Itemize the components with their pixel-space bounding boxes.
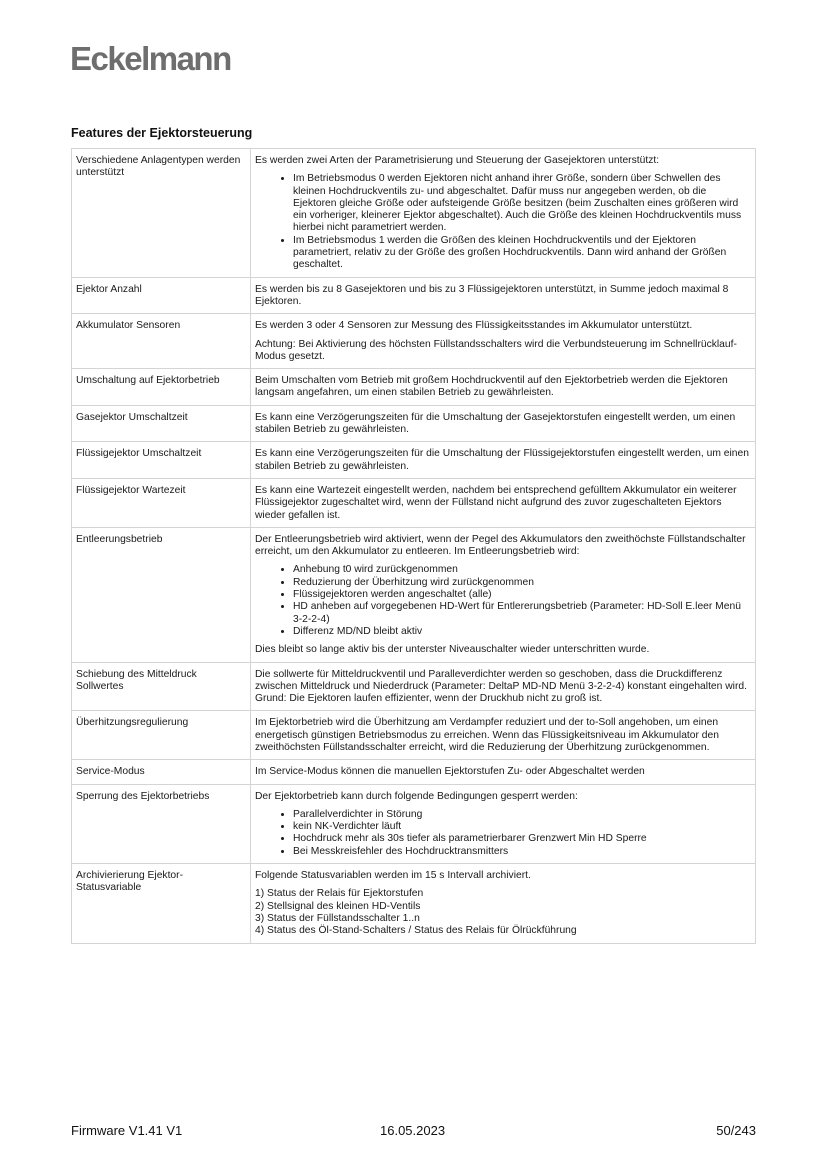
feature-description [251, 864, 756, 943]
bullet-item: • Differenz MD/ND bleibt aktiv [293, 626, 751, 638]
feature-label: Entleerungsbetrieb [72, 527, 251, 662]
feature-description [251, 149, 756, 278]
description-text: Folgende Statusvariablen werden im 15 s Intervall archiviert. [255, 870, 531, 882]
table-row [72, 149, 756, 278]
table-row [72, 369, 756, 406]
footer-date: 16.05.2023 [380, 1123, 446, 1138]
table-row [72, 442, 756, 479]
footer-page-number: 50/243 [716, 1123, 756, 1138]
feature-label: Archivierierung Ejektor-Statusvariable [72, 864, 251, 943]
feature-label: Service-Modus [72, 760, 251, 784]
table-row [72, 662, 756, 711]
feature-label: Sperrung des Ejektorbetriebs [72, 784, 251, 863]
bullet-item: • kein NK-Verdichter läuft [293, 821, 751, 833]
description-text: Es kann eine Wartezeit eingestellt werden, nachdem bei entsprechend gefülltem Akkumulator ein weiterer Flüssigejektor zugeschaltet wird, wenn der Füllstand nicht aufgrund des zuvor zugeschalteten Ejektors wieder gefallen ist. [255, 484, 737, 521]
bullet-list [255, 809, 751, 858]
bullet-item: • Im Betriebsmodus 1 werden die Größen des kleinen Hochdruckventils und der Ejektoren parametriert, relativ zu der Größe des großen Hochdruckventils. Dann wird anhand der Größen geschaltet. [293, 235, 751, 272]
feature-description [251, 760, 756, 784]
feature-description [251, 662, 756, 711]
table-row [72, 784, 756, 863]
bullet-item: • Parallelverdichter in Störung [293, 809, 751, 821]
feature-description [251, 442, 756, 479]
bullet-list [255, 564, 751, 638]
description-text: Es kann eine Verzögerungszeiten für die Umschaltung der Gasejektorstufen eingestellt werden, um einen stabilen Betrieb zu gewährleisten. [255, 411, 736, 436]
description-text: Es werden 3 oder 4 Sensoren zur Messung des Flüssigkeitsstandes im Akkumulator unterstützt. [255, 320, 693, 332]
feature-label: Flüssigejektor Wartezeit [72, 478, 251, 527]
feature-description [251, 369, 756, 406]
description-note: Achtung: Bei Aktivierung des höchsten Füllstandsschalters wird die Verbundsteuerung im Schnellrücklauf-Modus gesetzt. [255, 338, 737, 362]
feature-label: Umschaltung auf Ejektorbetrieb [72, 369, 251, 406]
feature-description [251, 711, 756, 760]
bullet-item: • Reduzierung der Überhitzung wird zurückgenommen [293, 577, 751, 589]
status-line: 3) Status der Füllstandsschalter 1..n [255, 912, 420, 924]
description-text: Im Service-Modus können die manuellen Ejektorstufen Zu- oder Abgeschaltet werden [255, 766, 645, 778]
table-row [72, 478, 756, 527]
feature-description [251, 277, 756, 314]
bullet-item: • Flüssigejektoren werden angeschaltet (alle) [293, 589, 751, 601]
description-note: Dies bleibt so lange aktiv bis der unterster Niveauschalter wieder unterschritten wurde. [255, 644, 650, 656]
description-text: Es werden zwei Arten der Parametrisierung und Steuerung der Gasejektoren unterstützt: [255, 155, 660, 166]
bullet-item: • Hochdruck mehr als 30s tiefer als parametrierbarer Grenzwert Min HD Sperre [293, 833, 751, 845]
table-row [72, 864, 756, 943]
feature-description [251, 405, 756, 442]
feature-label: Gasejektor Umschaltzeit [72, 405, 251, 442]
table-row [72, 527, 756, 662]
feature-label: Akkumulator Sensoren [72, 314, 251, 369]
table-row [72, 711, 756, 760]
table-row [72, 760, 756, 784]
feature-label: Verschiedene Anlagentypen werden unterstützt [72, 149, 251, 278]
description-text: Es werden bis zu 8 Gasejektoren und bis zu 3 Flüssigejektoren unterstützt, in Summe jedoch maximal 8 Ejektoren. [255, 283, 729, 307]
feature-description [251, 527, 756, 662]
feature-label: Überhitzungsregulierung [72, 711, 251, 760]
feature-description [251, 784, 756, 863]
table-row [72, 277, 756, 314]
description-text: Beim Umschalten vom Betrieb mit großem Hochdruckventil auf den Ejektorbetrieb werden die Ejektoren langsam angefahren, um einen stabilen Betrieb zu gewährleisten. [255, 375, 728, 399]
bullet-item: • HD anheben auf vorgegebenen HD-Wert für Entlererungsbetrieb (Parameter: HD-Soll E.leer Menü 3-2-2-4) [293, 601, 751, 626]
feature-label: Ejektor Anzahl [72, 277, 251, 314]
status-line: 4) Status des Öl-Stand-Schalters / Status des Relais für Ölrückführung [255, 925, 577, 937]
table-row [72, 405, 756, 442]
bullet-item: • Anhebung t0 wird zurückgenommen [293, 564, 751, 576]
description-text: Im Ejektorbetrieb wird die Überhitzung am Verdampfer reduziert und der to-Soll angehoben, um einen energetisch günstigen Betriebsmodus zu erreichen. Wenn das Flüssigkeitsniveau im Akkumulator den zweithöchsten Füllstandsschalter erreicht, wird die Reduzierung der Überhitzung zurückgenommen. [255, 717, 719, 753]
bullet-item: • Bei Messkreisfehler des Hochdrucktransmitters [293, 846, 751, 858]
feature-label: Schiebung des Mitteldruck Sollwertes [72, 662, 251, 711]
feature-label: Flüssigejektor Umschaltzeit [72, 442, 251, 479]
bullet-list [255, 173, 751, 271]
features-table [71, 148, 756, 944]
status-line: 1) Status der Relais für Ejektorstufen [255, 888, 424, 900]
description-text: Es kann eine Verzögerungszeiten für die Umschaltung der Flüssigejektorstufen eingestellt werden, um einen stabilen Betrieb zu gewährleisten. [255, 448, 749, 472]
footer-firmware: Firmware V1.41 V1 [71, 1123, 183, 1138]
section-title: Features der Ejektorsteuerung [71, 126, 253, 140]
feature-description [251, 478, 756, 527]
table-row [72, 314, 756, 369]
company-logo: Eckelmann [70, 40, 231, 77]
feature-description [251, 314, 756, 369]
description-text: Der Entleerungsbetrieb wird aktiviert, wenn der Pegel des Akkumulators den zweithöchste Füllstandschalter erreicht, um den Akkumulator zu entleeren. Im Entleerungsbetrieb wird: [255, 533, 746, 558]
description-text: Die sollwerte für Mitteldruckventil und Paralleverdichter werden so geschoben, dass die Druckdifferenz zwischen Mitteldruck und Niederdruck (Parameter: DeltaP MD-ND Menü 3-2-2-4) konstant eingehalten wird. Grund: Die Ejektoren laufen effizienter, wenn der Druckhub nicht zu groß ist. [255, 668, 747, 705]
bullet-item: • Im Betriebsmodus 0 werden Ejektoren nicht anhand ihrer Größe, sondern über Schwellen des kleinen Hochdruckventils zu- und abgeschaltet. Dafür muss nur angegeben werden, ob die Ejektoren gleiche Größe oder aufsteigende Größe besitzen (beim Zuschalten eines größeren wird ein vorheriger, kleinerer Ejektor abgeschaltet). Auch die Größe des kleinen Hochdruckventils muss hierbei nicht parametriert werden. [293, 173, 751, 234]
description-text: Der Ejektorbetrieb kann durch folgende Bedingungen gesperrt werden: [255, 790, 578, 802]
status-line: 2) Stellsignal des kleinen HD-Ventils [255, 900, 421, 912]
